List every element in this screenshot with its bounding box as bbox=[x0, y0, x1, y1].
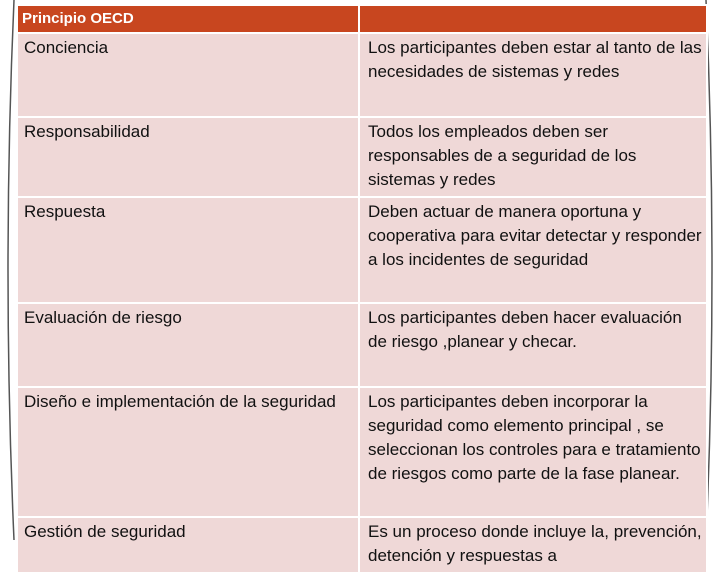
table-header-row bbox=[17, 5, 707, 33]
header-description bbox=[359, 5, 707, 33]
principle-cell: Diseño e implementación de la seguridad bbox=[17, 387, 359, 517]
table-row bbox=[17, 117, 707, 197]
table-row bbox=[17, 303, 707, 387]
description-cell: Los participantes deben hacer evaluación de riesgo ,planear y checar. bbox=[359, 303, 707, 387]
description-cell: Los participantes deben estar al tanto de las necesidades de sistemas y redes bbox=[359, 33, 707, 117]
table-row bbox=[17, 33, 707, 117]
table-row bbox=[17, 197, 707, 303]
description-cell: Deben actuar de manera oportuna y cooperativa para evitar detectar y responder a los incidentes de seguridad bbox=[359, 197, 707, 303]
table-row bbox=[17, 387, 707, 517]
principle-cell: Gestión de seguridad bbox=[17, 517, 359, 573]
principle-cell: Respuesta bbox=[17, 197, 359, 303]
oecd-principles-table bbox=[16, 4, 708, 574]
header-principle: Principio OECD bbox=[17, 5, 359, 33]
description-cell: Los participantes deben incorporar la seguridad como elemento principal , se seleccionan los controles para e tratamiento de riesgos como parte de la fase planear. bbox=[359, 387, 707, 517]
principle-cell: Conciencia bbox=[17, 33, 359, 117]
description-cell: Es un proceso donde incluye la, prevención, detención y respuestas a bbox=[359, 517, 707, 573]
table-row bbox=[17, 517, 707, 573]
description-cell: Todos los empleados deben ser responsables de a seguridad de los sistemas y redes bbox=[359, 117, 707, 197]
principle-cell: Responsabilidad bbox=[17, 117, 359, 197]
principle-cell: Evaluación de riesgo bbox=[17, 303, 359, 387]
